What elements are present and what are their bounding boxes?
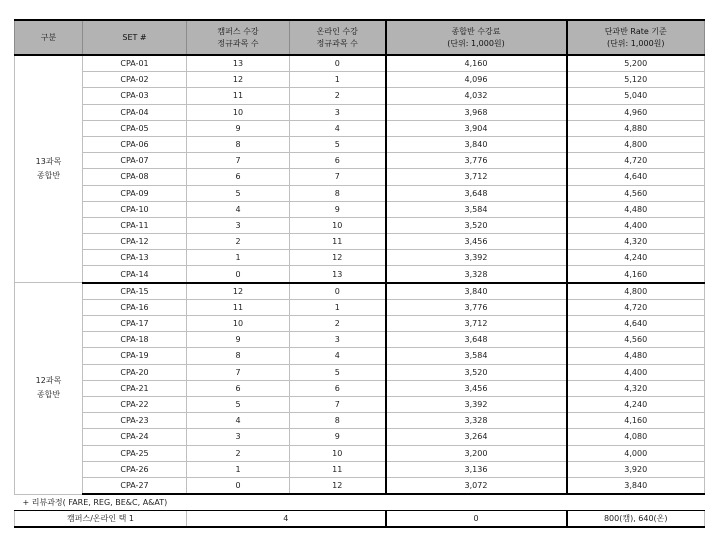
total-fee-cell: 3,776 xyxy=(386,153,567,169)
table-row xyxy=(15,316,705,332)
rate-cell: 4,560 xyxy=(567,185,705,201)
online-count-cell: 0 xyxy=(290,55,386,72)
total-fee-cell: 3,776 xyxy=(386,299,567,315)
online-count-cell: 9 xyxy=(290,201,386,217)
table-row xyxy=(15,104,705,120)
total-fee-cell: 3,520 xyxy=(386,217,567,233)
review-course-row xyxy=(15,511,705,528)
rate-cell: 4,800 xyxy=(567,136,705,152)
table-row xyxy=(15,429,705,445)
group-label-line1: 12과목 xyxy=(35,376,62,386)
campus-count-cell: 10 xyxy=(187,104,290,120)
table-row xyxy=(15,250,705,266)
campus-count-cell: 9 xyxy=(187,120,290,136)
header-set: SET # xyxy=(83,20,187,55)
table-row xyxy=(15,55,705,72)
online-count-cell: 7 xyxy=(290,169,386,185)
campus-count-cell: 9 xyxy=(187,332,290,348)
online-count-cell: 3 xyxy=(290,104,386,120)
rate-cell: 4,240 xyxy=(567,250,705,266)
campus-count-cell: 13 xyxy=(187,55,290,72)
set-number-cell: CPA-06 xyxy=(83,136,187,152)
set-number-cell: CPA-11 xyxy=(83,217,187,233)
group-label xyxy=(15,55,83,283)
review-note: + 리뷰과정( FARE, REG, BE&C, A&AT) xyxy=(15,494,705,511)
total-fee-cell: 3,904 xyxy=(386,120,567,136)
campus-count-cell: 1 xyxy=(187,250,290,266)
campus-count-cell: 5 xyxy=(187,185,290,201)
total-fee-cell: 3,072 xyxy=(386,477,567,494)
table-row xyxy=(15,396,705,412)
table-row xyxy=(15,185,705,201)
campus-count-cell: 8 xyxy=(187,348,290,364)
table-row xyxy=(15,461,705,477)
campus-count-cell: 1 xyxy=(187,461,290,477)
table-row xyxy=(15,153,705,169)
set-number-cell: CPA-24 xyxy=(83,429,187,445)
table-row xyxy=(15,72,705,88)
set-number-cell: CPA-05 xyxy=(83,120,187,136)
table-row xyxy=(15,120,705,136)
online-count-cell: 11 xyxy=(290,461,386,477)
campus-count-cell: 8 xyxy=(187,136,290,152)
online-count-cell: 7 xyxy=(290,396,386,412)
campus-count-cell: 4 xyxy=(187,201,290,217)
group-label-line2: 종합반 xyxy=(36,390,61,400)
set-number-cell: CPA-27 xyxy=(83,477,187,494)
group-label-line2: 종합반 xyxy=(36,171,61,181)
header-online: 온라인 수강 정규과목 수 xyxy=(290,20,386,55)
total-fee-cell: 3,584 xyxy=(386,348,567,364)
table-row xyxy=(15,234,705,250)
rate-cell: 4,320 xyxy=(567,234,705,250)
online-count-cell: 1 xyxy=(290,72,386,88)
table-row xyxy=(15,88,705,104)
header-campus: 캠퍼스 수강 정규과목 수 xyxy=(187,20,290,55)
rate-cell: 4,640 xyxy=(567,169,705,185)
total-fee-cell: 3,712 xyxy=(386,316,567,332)
set-number-cell: CPA-23 xyxy=(83,413,187,429)
online-count-cell: 9 xyxy=(290,429,386,445)
set-number-cell: CPA-15 xyxy=(83,283,187,300)
total-fee-cell: 3,712 xyxy=(386,169,567,185)
rate-cell: 4,640 xyxy=(567,316,705,332)
set-number-cell: CPA-26 xyxy=(83,461,187,477)
table-row xyxy=(15,217,705,233)
rate-cell: 3,920 xyxy=(567,461,705,477)
table-body xyxy=(15,55,705,527)
table-row xyxy=(15,413,705,429)
rate-cell: 4,880 xyxy=(567,120,705,136)
campus-count-cell: 10 xyxy=(187,316,290,332)
total-fee-cell: 4,032 xyxy=(386,88,567,104)
set-number-cell: CPA-07 xyxy=(83,153,187,169)
campus-count-cell: 6 xyxy=(187,380,290,396)
online-count-cell: 12 xyxy=(290,250,386,266)
total-fee-cell: 3,328 xyxy=(386,266,567,283)
set-number-cell: CPA-10 xyxy=(83,201,187,217)
table-row xyxy=(15,136,705,152)
rate-cell: 4,400 xyxy=(567,217,705,233)
total-fee-cell: 3,392 xyxy=(386,250,567,266)
rate-cell: 3,840 xyxy=(567,477,705,494)
header-total-fee: 종합반 수강료 (단위: 1,000원) xyxy=(386,20,567,55)
set-number-cell: CPA-08 xyxy=(83,169,187,185)
rate-cell: 5,040 xyxy=(567,88,705,104)
campus-count-cell: 11 xyxy=(187,299,290,315)
total-fee-cell: 3,520 xyxy=(386,364,567,380)
campus-count-cell: 12 xyxy=(187,283,290,300)
set-number-cell: CPA-19 xyxy=(83,348,187,364)
rate-cell: 5,120 xyxy=(567,72,705,88)
rate-cell: 4,320 xyxy=(567,380,705,396)
table-row xyxy=(15,169,705,185)
rate-cell: 4,960 xyxy=(567,104,705,120)
rate-cell: 4,160 xyxy=(567,413,705,429)
rate-cell: 4,480 xyxy=(567,348,705,364)
online-count-cell: 11 xyxy=(290,234,386,250)
total-fee-cell: 3,840 xyxy=(386,136,567,152)
online-count-cell: 6 xyxy=(290,153,386,169)
set-number-cell: CPA-09 xyxy=(83,185,187,201)
rate-cell: 4,080 xyxy=(567,429,705,445)
review-course-total: 0 xyxy=(386,511,567,528)
online-count-cell: 8 xyxy=(290,413,386,429)
table-row xyxy=(15,266,705,283)
total-fee-cell: 3,584 xyxy=(386,201,567,217)
set-number-cell: CPA-25 xyxy=(83,445,187,461)
table-row xyxy=(15,332,705,348)
online-count-cell: 3 xyxy=(290,332,386,348)
set-number-cell: CPA-21 xyxy=(83,380,187,396)
campus-count-cell: 5 xyxy=(187,396,290,412)
campus-count-cell: 6 xyxy=(187,169,290,185)
review-course-label: 캠퍼스/온라인 택 1 xyxy=(15,511,187,528)
table-row xyxy=(15,299,705,315)
table-row xyxy=(15,380,705,396)
campus-count-cell: 3 xyxy=(187,217,290,233)
set-number-cell: CPA-03 xyxy=(83,88,187,104)
total-fee-cell: 3,840 xyxy=(386,283,567,300)
review-note-row xyxy=(15,494,705,511)
table-header-row xyxy=(15,20,705,55)
header-category: 구분 xyxy=(15,20,83,55)
rate-cell: 4,800 xyxy=(567,283,705,300)
table-row xyxy=(15,283,705,300)
campus-count-cell: 12 xyxy=(187,72,290,88)
review-course-rate: 800(캠), 640(온) xyxy=(567,511,705,528)
rate-cell: 4,560 xyxy=(567,332,705,348)
campus-count-cell: 7 xyxy=(187,364,290,380)
total-fee-cell: 3,136 xyxy=(386,461,567,477)
total-fee-cell: 4,160 xyxy=(386,55,567,72)
set-number-cell: CPA-22 xyxy=(83,396,187,412)
online-count-cell: 2 xyxy=(290,316,386,332)
set-number-cell: CPA-16 xyxy=(83,299,187,315)
total-fee-cell: 3,456 xyxy=(386,380,567,396)
total-fee-cell: 3,328 xyxy=(386,413,567,429)
total-fee-cell: 3,968 xyxy=(386,104,567,120)
online-count-cell: 0 xyxy=(290,283,386,300)
table-row xyxy=(15,445,705,461)
online-count-cell: 12 xyxy=(290,477,386,494)
set-number-cell: CPA-12 xyxy=(83,234,187,250)
online-count-cell: 1 xyxy=(290,299,386,315)
campus-count-cell: 4 xyxy=(187,413,290,429)
online-count-cell: 4 xyxy=(290,120,386,136)
campus-count-cell: 2 xyxy=(187,445,290,461)
campus-count-cell: 0 xyxy=(187,266,290,283)
review-course-count: 4 xyxy=(187,511,386,528)
online-count-cell: 5 xyxy=(290,136,386,152)
online-count-cell: 8 xyxy=(290,185,386,201)
online-count-cell: 5 xyxy=(290,364,386,380)
total-fee-cell: 3,456 xyxy=(386,234,567,250)
campus-count-cell: 3 xyxy=(187,429,290,445)
total-fee-cell: 3,392 xyxy=(386,396,567,412)
fee-table xyxy=(14,19,705,528)
rate-cell: 4,000 xyxy=(567,445,705,461)
group-label-line1: 13과목 xyxy=(35,157,62,167)
total-fee-cell: 3,648 xyxy=(386,332,567,348)
set-number-cell: CPA-20 xyxy=(83,364,187,380)
online-count-cell: 10 xyxy=(290,445,386,461)
rate-cell: 5,200 xyxy=(567,55,705,72)
total-fee-cell: 4,096 xyxy=(386,72,567,88)
set-number-cell: CPA-13 xyxy=(83,250,187,266)
campus-count-cell: 2 xyxy=(187,234,290,250)
rate-cell: 4,160 xyxy=(567,266,705,283)
rate-cell: 4,720 xyxy=(567,153,705,169)
total-fee-cell: 3,200 xyxy=(386,445,567,461)
set-number-cell: CPA-14 xyxy=(83,266,187,283)
table-row xyxy=(15,477,705,494)
total-fee-cell: 3,648 xyxy=(386,185,567,201)
group-label xyxy=(15,283,83,494)
table-row xyxy=(15,201,705,217)
table-row xyxy=(15,364,705,380)
header-rate: 단과반 Rate 기준 (단위: 1,000원) xyxy=(567,20,705,55)
set-number-cell: CPA-02 xyxy=(83,72,187,88)
online-count-cell: 4 xyxy=(290,348,386,364)
online-count-cell: 10 xyxy=(290,217,386,233)
rate-cell: 4,240 xyxy=(567,396,705,412)
online-count-cell: 6 xyxy=(290,380,386,396)
total-fee-cell: 3,264 xyxy=(386,429,567,445)
rate-cell: 4,480 xyxy=(567,201,705,217)
set-number-cell: CPA-04 xyxy=(83,104,187,120)
online-count-cell: 2 xyxy=(290,88,386,104)
rate-cell: 4,400 xyxy=(567,364,705,380)
campus-count-cell: 7 xyxy=(187,153,290,169)
online-count-cell: 13 xyxy=(290,266,386,283)
set-number-cell: CPA-18 xyxy=(83,332,187,348)
set-number-cell: CPA-17 xyxy=(83,316,187,332)
rate-cell: 4,720 xyxy=(567,299,705,315)
set-number-cell: CPA-01 xyxy=(83,55,187,72)
table-row xyxy=(15,348,705,364)
campus-count-cell: 0 xyxy=(187,477,290,494)
campus-count-cell: 11 xyxy=(187,88,290,104)
